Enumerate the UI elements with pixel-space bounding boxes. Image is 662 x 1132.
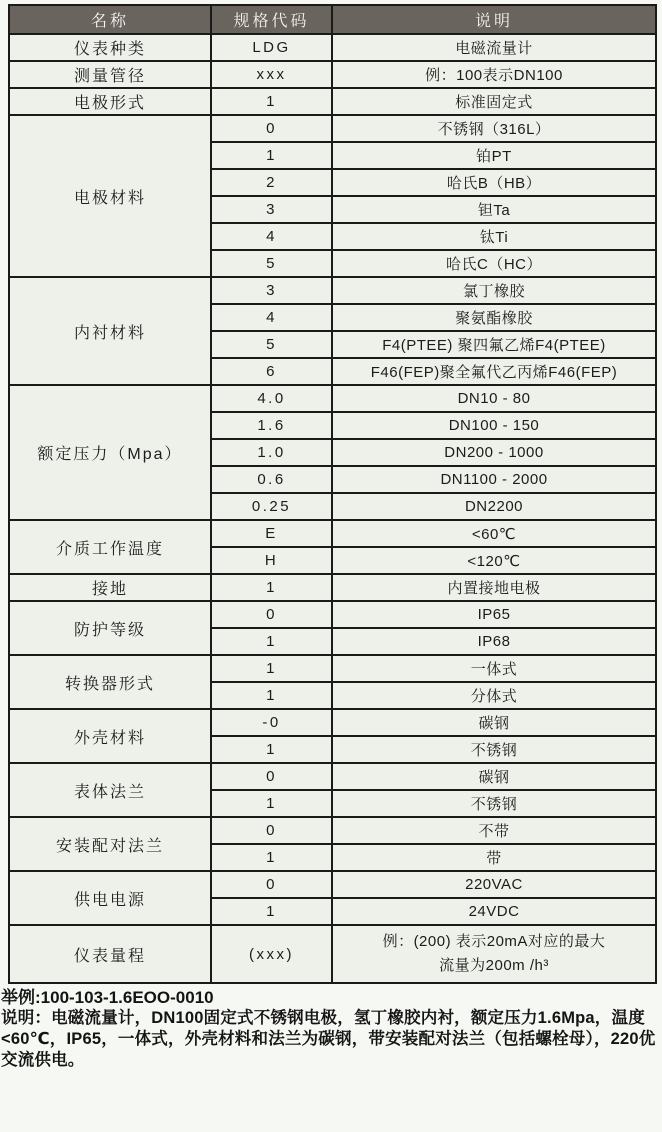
spec-desc-cell: 例：100表示DN100 [332, 61, 656, 88]
spec-name-cell: 接地 [9, 574, 211, 601]
table-row [9, 925, 656, 983]
spec-desc-line: 例：(200) 表示20mA对应的最大 [382, 933, 606, 950]
spec-code-cell: xxx [211, 61, 332, 88]
spec-code-cell: 0.6 [211, 466, 332, 493]
spec-desc-cell: 不锈钢（316L） [332, 115, 656, 142]
spec-code-cell: 0 [211, 871, 332, 898]
spec-name-cell: 额定压力（Mpa） [9, 385, 211, 520]
spec-desc-cell: 标准固定式 [332, 88, 656, 115]
spec-desc-cell: IP68 [332, 628, 656, 655]
spec-desc-cell: 分体式 [332, 682, 656, 709]
spec-desc-cell: 内置接地电极 [332, 574, 656, 601]
spec-code-cell: E [211, 520, 332, 547]
spec-code-cell: 6 [211, 358, 332, 385]
table-row [9, 520, 656, 547]
spec-desc-cell: 220VAC [332, 871, 656, 898]
spec-code-cell: 5 [211, 250, 332, 277]
spec-code-cell: 0 [211, 817, 332, 844]
spec-desc-cell: 钛Ti [332, 223, 656, 250]
spec-desc-cell: DN2200 [332, 493, 656, 520]
table-row [9, 574, 656, 601]
spec-desc-cell: 带 [332, 844, 656, 871]
spec-code-cell: 1 [211, 574, 332, 601]
spec-desc-cell: 碳钢 [332, 709, 656, 736]
example-line: 举例:100-103-1.6EOO-0010 [1, 988, 214, 1007]
spec-code-cell: 1.0 [211, 439, 332, 466]
spec-code-cell: 1 [211, 844, 332, 871]
table-row [9, 115, 656, 142]
spec-desc-cell: 哈氏B（HB） [332, 169, 656, 196]
column-header-code: 规格代码 [211, 5, 332, 34]
spec-name-cell: 仪表种类 [9, 34, 211, 61]
spec-desc-cell: <60℃ [332, 520, 656, 547]
spec-desc-cell: 哈氏C（HC） [332, 250, 656, 277]
spec-name-cell: 电极形式 [9, 88, 211, 115]
spec-code-cell: H [211, 547, 332, 574]
table-row [9, 277, 656, 304]
spec-name-cell: 防护等级 [9, 601, 211, 655]
spec-code-cell: 3 [211, 277, 332, 304]
spec-desc-cell: 聚氨酯橡胶 [332, 304, 656, 331]
table-row [9, 871, 656, 898]
spec-desc-cell: IP65 [332, 601, 656, 628]
spec-code-cell: 1 [211, 628, 332, 655]
spec-desc-cell: DN100 - 150 [332, 412, 656, 439]
spec-name-cell: 供电电源 [9, 871, 211, 925]
table-row [9, 88, 656, 115]
spec-name-cell: 介质工作温度 [9, 520, 211, 574]
spec-desc-cell: 电磁流量计 [332, 34, 656, 61]
spec-table-body [9, 34, 656, 983]
spec-desc-cell: DN10 - 80 [332, 385, 656, 412]
table-header-row [9, 5, 656, 34]
spec-code-cell: 2 [211, 169, 332, 196]
spec-desc-cell: 不带 [332, 817, 656, 844]
table-row [9, 601, 656, 628]
spec-name-cell: 电极材料 [9, 115, 211, 277]
spec-code-cell: 0.25 [211, 493, 332, 520]
spec-name-cell: 外壳材料 [9, 709, 211, 763]
table-row [9, 763, 656, 790]
spec-code-cell: 1 [211, 655, 332, 682]
spec-code-cell: 1 [211, 88, 332, 115]
spec-desc-line: 流量为200m /h³ [439, 957, 549, 974]
spec-code-cell: 0 [211, 763, 332, 790]
column-header-desc: 说明 [332, 5, 656, 34]
spec-code-cell: (xxx) [211, 925, 332, 983]
spec-desc-cell: DN200 - 1000 [332, 439, 656, 466]
spec-desc-cell: 不锈钢 [332, 736, 656, 763]
spec-code-cell: 1.6 [211, 412, 332, 439]
spec-name-cell: 转换器形式 [9, 655, 211, 709]
table-row [9, 655, 656, 682]
table-row [9, 61, 656, 88]
spec-desc-cell: 碳钢 [332, 763, 656, 790]
spec-code-cell: 1 [211, 142, 332, 169]
spec-desc-cell: DN1100 - 2000 [332, 466, 656, 493]
spec-name-cell: 测量管径 [9, 61, 211, 88]
spec-table [8, 4, 657, 984]
spec-code-cell: 4 [211, 304, 332, 331]
table-row [9, 385, 656, 412]
spec-desc-cell: F46(FEP)聚全氟代乙丙烯F46(FEP) [332, 358, 656, 385]
table-row [9, 34, 656, 61]
spec-code-cell: 1 [211, 790, 332, 817]
spec-code-cell: 0 [211, 601, 332, 628]
spec-desc-cell [332, 925, 656, 983]
spec-desc-cell: 钽Ta [332, 196, 656, 223]
spec-desc-cell: 氯丁橡胶 [332, 277, 656, 304]
spec-code-cell: 1 [211, 736, 332, 763]
spec-name-cell: 内衬材料 [9, 277, 211, 385]
footer [1, 987, 661, 1071]
spec-desc-cell: 一体式 [332, 655, 656, 682]
spec-code-cell: 0 [211, 115, 332, 142]
spec-code-cell: 4.0 [211, 385, 332, 412]
spec-name-cell: 安装配对法兰 [9, 817, 211, 871]
spec-code-cell: 5 [211, 331, 332, 358]
spec-code-cell: 4 [211, 223, 332, 250]
spec-desc-cell: 不锈钢 [332, 790, 656, 817]
table-row [9, 709, 656, 736]
spec-code-cell: 1 [211, 682, 332, 709]
spec-desc-cell: 24VDC [332, 898, 656, 925]
spec-desc-cell: <120℃ [332, 547, 656, 574]
note-line: 说明：电磁流量计，DN100固定式不锈钢电极，氢丁橡胶内衬，额定压力1.6Mpa，温度<60℃，IP65，一体式，外壳材料和法兰为碳钢，带安装配对法兰（包括螺栓母），220优交流供电。 [1, 1009, 656, 1069]
spec-code-cell: -0 [211, 709, 332, 736]
spec-name-cell: 表体法兰 [9, 763, 211, 817]
spec-desc-cell: F4(PTEE) 聚四氟乙烯F4(PTEE) [332, 331, 656, 358]
column-header-name: 名称 [9, 5, 211, 34]
spec-code-cell: 3 [211, 196, 332, 223]
table-row [9, 817, 656, 844]
spec-desc-cell: 铂PT [332, 142, 656, 169]
spec-name-cell: 仪表量程 [9, 925, 211, 983]
spec-code-cell: 1 [211, 898, 332, 925]
spec-code-cell: LDG [211, 34, 332, 61]
